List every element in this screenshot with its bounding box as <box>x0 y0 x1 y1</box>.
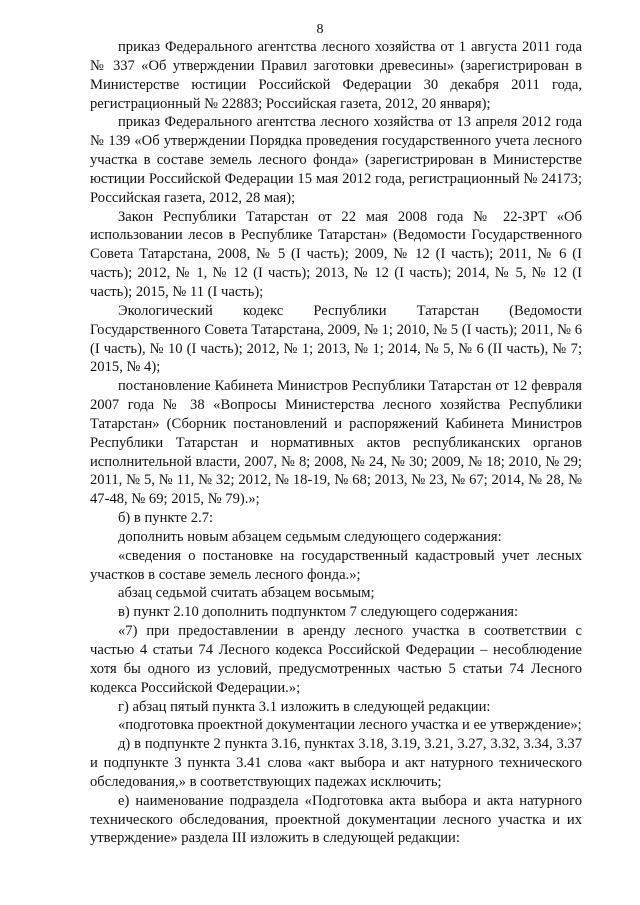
paragraph-law-22-zrt: Закон Республики Татарстан от 22 мая 2008 года № 22-ЗРТ «Об использовании лесов в Республике Татарстан» (Ведомости Государственного Совета Татарстана, 2008, № 5 (I часть); 2009, № 12 (I часть); 2011, № 6 (I часть); 2012, № 1, № 12 (I часть); 2013, № 12 (I часть); 2014, № 5, № 12 (I часть); 2015, № 11 (I часть); <box>90 208 582 300</box>
paragraph-order-337: приказ Федерального агентства лесного хозяйства от 1 августа 2011 года № 337 «Об утверждении Правил заготовки древесины» (зарегистрирован в Министерстве юстиции Российской Федерации 30 декабря 2011 года, регистрационный № 22883; Российская газета, 2012, 20 января); <box>90 39 582 112</box>
document-body <box>90 38 582 848</box>
paragraph-resolution-38: постановление Кабинета Министров Республики Татарстан от 12 февраля 2007 года № 38 «Вопросы Министерства лесного хозяйства Республики Татарстан» (Сборник постановлений и распоряжений Кабинета Министров Республики Татарстан и нормативных актов республиканских органов исполнительной власти, 2007, № 8; 2008, № 24, № 30; 2009, № 18; 2010, № 29; 2011, № 5, № 11, № 32; 2012, № 18-19, № 68; 2013, № 23, № 67; 2014, № 28, № 47-48, № 69; 2015, № 79).»; <box>90 378 582 508</box>
paragraph-preparation-quote: «подготовка проектной документации лесного участка и ее утверждение»; <box>118 717 582 734</box>
paragraph-cadastral-quote: «сведения о постановке на государственный кадастровый учет лесных участков в составе земель лесного фонда.»; <box>90 547 582 583</box>
paragraph-add-seventh: дополнить новым абзацем седьмым следующего содержания: <box>118 528 502 545</box>
paragraph-order-139: приказ Федерального агентства лесного хозяйства от 13 апреля 2012 года № 139 «Об утверждении Порядка проведения государственного учета лесного участка в составе земель лесного фонда» (зарегистрирован в Министерстве юстиции Российской Федерации 15 мая 2012 года, регистрационный № 24173; Российская газета, 2012, 28 мая); <box>90 114 582 206</box>
paragraph-item-g: г) абзац пятый пункта 3.1 изложить в следующей редакции: <box>118 698 491 715</box>
paragraph-item-d: д) в подпункте 2 пункта 3.16, пунктах 3.18, 3.19, 3.21, 3.27, 3.32, 3.34, 3.37 и подпункте 3 пункта 3.41 слова «акт выбора и акт натурного технического обследования,» в соответствующих падежах исключить; <box>90 736 582 790</box>
paragraph-subitem-7: «7) при предоставлении в аренду лесного участка в соответствии с частью 4 статьи 74 Лесного кодекса Российской Федерации – несоблюдение хотя бы одного из условий, предусмотренных частью 5 статьи 74 Лесного кодекса Российской Федерации.»; <box>90 623 582 696</box>
paragraph-item-e: е) наименование подраздела «Подготовка акта выбора и акта натурного технического обследования, проектной документации лесного участка и их утверждение» раздела III изложить в следующей редакции: <box>90 792 582 847</box>
page-number: 8 <box>316 22 324 37</box>
paragraph-item-v: в) пункт 2.10 дополнить подпунктом 7 следующего содержания: <box>118 604 519 621</box>
paragraph-renumber: абзац седьмой считать абзацем восьмым; <box>118 585 375 602</box>
paragraph-item-b: б) в пункте 2.7: <box>118 510 214 527</box>
paragraph-ecological-code: Экологический кодекс Республики Татарстан (Ведомости Государственного Совета Татарстана, 2009, № 1; 2010, № 5 (I часть); 2011, № 6 (I часть), № 10 (I часть); 2012, № 1; 2013, № 1; 2014, № 5, № 6 (II часть), № 7; 2015, № 4); <box>90 302 582 376</box>
